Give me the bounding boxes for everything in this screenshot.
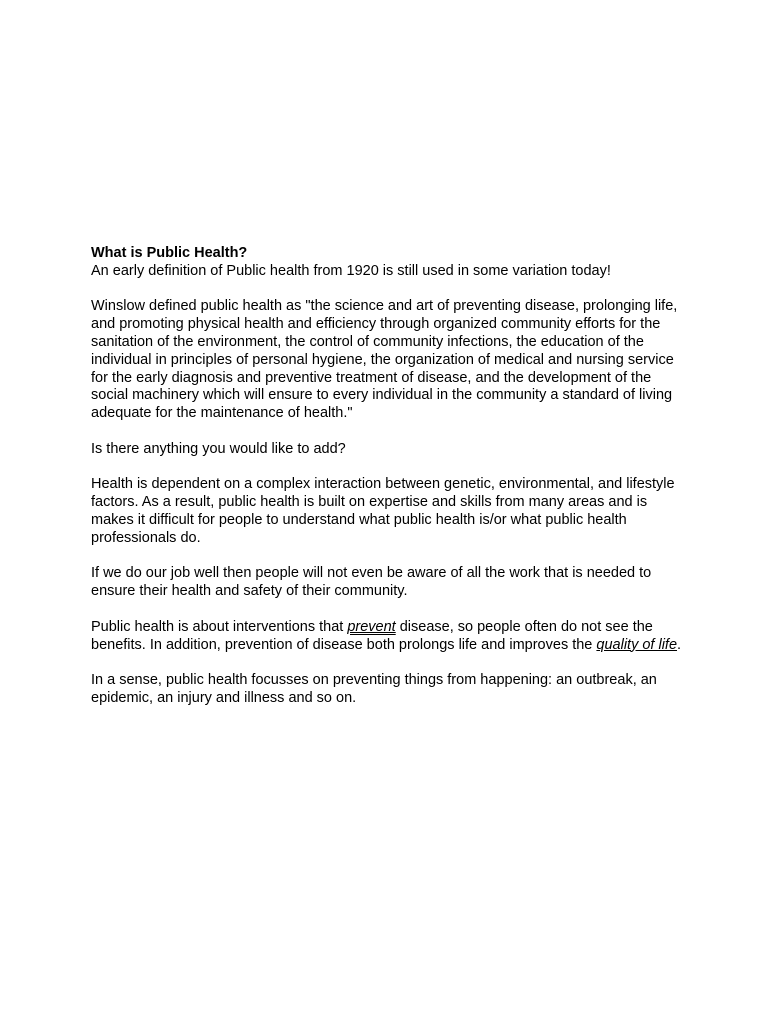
prevent-emphasis: prevent <box>347 618 396 635</box>
complexity-paragraph: Health is dependent on a complex interaction between genetic, environmental, and lifestyle factors. As a result, public health is built on expertise and skills from many areas and is makes it difficult for people to understand what public health is/or what public health professionals do. <box>91 476 675 546</box>
heading-block <box>91 245 691 281</box>
prevention-paragraph: In a sense, public health focusses on preventing things from happening: an outbreak, an epidemic, an injury and illness and so on. <box>91 672 657 706</box>
interventions-text-3: . <box>677 636 682 653</box>
intro-paragraph: An early definition of Public health from 1920 is still used in some variation today! <box>91 262 611 279</box>
interventions-paragraph <box>91 619 691 655</box>
interventions-text-2: disease, so people often do not see the benefits. In addition, prevention of disease both prolongs life and improves the <box>91 618 653 653</box>
winslow-definition-paragraph: Winslow defined public health as "the science and art of preventing disease, prolonging life, and promoting physical health and efficiency through organized community efforts for the sanitation of the environment, the control of community infections, the education of the individual in principles of personal hygiene, the organization of medical and nursing service for the early diagnosis and preventive treatment of disease, and the development of the social machinery which will ensure to every individual in the community a standard of living adequate for the maintenance of health." <box>91 298 678 422</box>
document-heading: What is Public Health? <box>91 245 248 261</box>
interventions-text-1: Public health is about interventions that <box>91 618 348 635</box>
awareness-paragraph: If we do our job well then people will not even be aware of all the work that is needed to ensure their health and safety of their community. <box>91 565 652 600</box>
document-body <box>91 245 691 726</box>
quality-of-life-emphasis: quality of life <box>596 636 678 653</box>
question-paragraph: Is there anything you would like to add? <box>91 440 346 457</box>
